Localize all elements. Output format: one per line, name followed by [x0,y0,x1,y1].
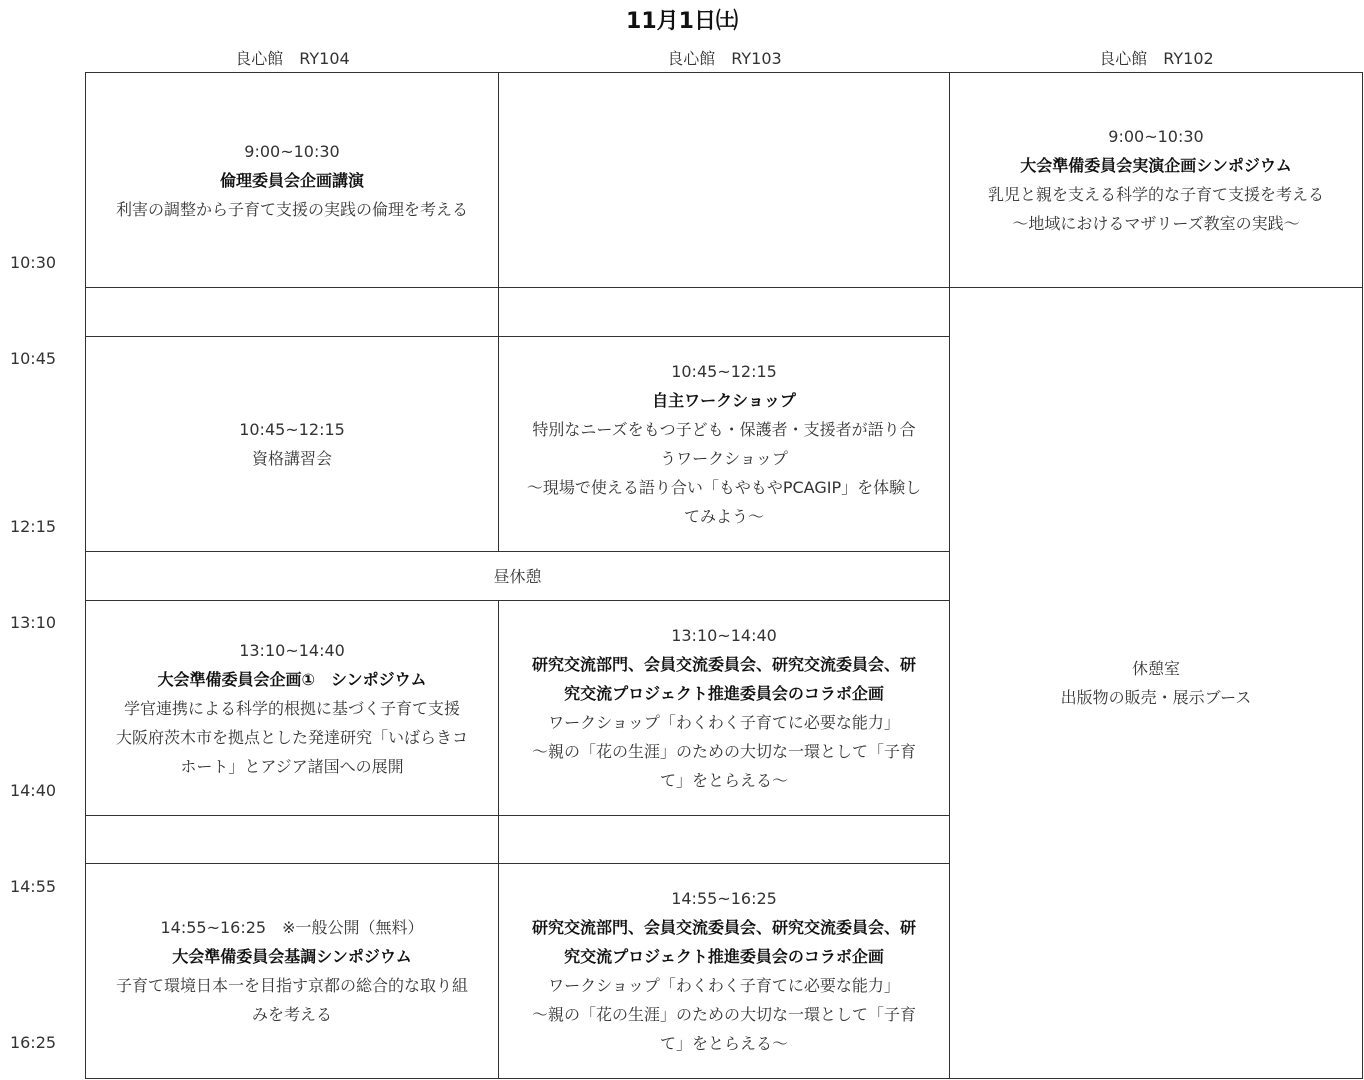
time-label: 13:10 [9,613,57,632]
session-title: 究交流プロジェクト推進委員会のコラボ企画 [564,947,884,966]
time-label: 10:45 [9,349,57,368]
session-title: 大会準備委員会実演企画シンポジウム [1020,156,1292,175]
session-time: 9:00~10:30 [1108,127,1204,146]
session-time: 14:55~16:25 [671,889,777,908]
session-title: 研究交流部門、会員交流委員会、研究交流委員会、研 [531,655,916,674]
session-ry104-ethics-lecture [85,72,499,288]
time-label: 10:30 [9,253,57,272]
session-line: ホート」とアジア諸国への展開 [180,756,404,776]
session-ry102-demo-symposium [949,72,1363,288]
session-line: 〜地域におけるマザリーズ教室の実践〜 [1012,214,1300,233]
session-time: 9:00~10:30 [244,141,340,161]
session-title: 究交流プロジェクト推進委員会のコラボ企画 [564,684,884,703]
session-title: 倫理委員会企画講演 [219,170,364,190]
session-line: ワークショップ「わくわく子育てに必要な能力」 [548,713,900,732]
session-line: うワークショップ [660,449,788,468]
lounge-label: 出版物の販売・展示ブース [1060,688,1252,707]
break-slot [85,287,499,337]
session-line: 大阪府茨木市を拠点とした発達研究「いばらきコ [115,727,468,747]
break-slot [498,815,950,864]
break-slot [498,287,950,337]
session-line: 〜親の「花の生涯」のための大切な一環として「子育 [531,1005,916,1024]
session-ry103-collab-2 [498,863,950,1079]
time-label: 16:25 [9,1033,57,1052]
session-line: 乳児と親を支える科学的な子育て支援を考える [987,185,1324,204]
session-time: 14:55~16:25 ※一般公開（無料） [160,918,424,937]
session-time: 13:10~14:40 [239,640,345,660]
session-line: ワークショップ「わくわく子育てに必要な能力」 [548,976,900,995]
lounge-label: 休憩室 [1131,659,1180,678]
session-line: て」をとらえる〜 [659,1034,788,1053]
break-slot [85,815,499,864]
session-line: みを考える [251,1005,332,1024]
session-ry103-workshop [498,336,950,552]
empty-slot [498,72,950,288]
session-line: てみよう〜 [683,507,764,526]
session-line: 〜親の「花の生涯」のための大切な一環として「子育 [531,742,916,761]
lounge-slot [949,287,1363,1079]
session-line: 子育て環境日本一を目指す京都の総合的な取り組 [115,976,468,995]
lunch-break [85,551,950,601]
room-header-ry104: 良心館 RY104 [235,49,350,68]
time-label: 14:40 [9,781,57,800]
time-label: 12:15 [9,517,57,536]
session-title: 自主ワークショップ [652,391,796,410]
session-ry104-qualification-course [85,336,499,552]
lunch-label: 昼休憩 [493,566,542,586]
session-line: 〜現場で使える語り合い「もやもやPCAGIP」を体験し [526,478,922,497]
session-ry104-keynote-symposium [85,863,499,1079]
room-header-ry103: 良心館 RY103 [667,49,782,68]
session-title: 大会準備委員会企画① シンポジウム [157,669,427,689]
session-time: 13:10~14:40 [671,626,777,645]
session-line: 資格講習会 [251,449,332,468]
session-ry104-symposium-1 [85,600,499,816]
room-header-ry102: 良心館 RY102 [1099,49,1214,68]
session-title: 研究交流部門、会員交流委員会、研究交流委員会、研 [531,918,916,937]
session-line: 特別なニーズをもつ子ども・保護者・支援者が語り合 [532,420,916,439]
session-line: 利害の調整から子育て支援の実践の倫理を考える [115,199,468,219]
session-line: 学官連携による科学的根拠に基づく子育て支援 [123,698,460,718]
session-title: 大会準備委員会基調シンポジウム [172,947,412,966]
session-ry103-collab-1 [498,600,950,816]
date-title: 11月1日㈯ [626,9,738,34]
session-time: 10:45~12:15 [239,420,345,439]
session-time: 10:45~12:15 [671,362,777,381]
session-line: て」をとらえる〜 [659,771,788,790]
time-label: 14:55 [9,877,57,896]
